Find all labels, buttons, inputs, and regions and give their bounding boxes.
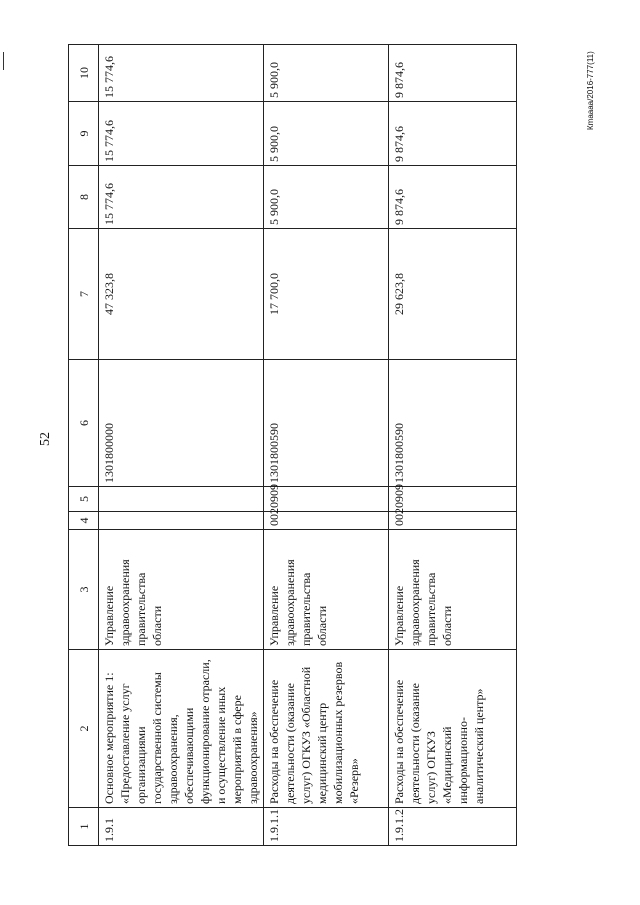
table-row [389, 45, 517, 846]
row-year-1: 9 874,6 [389, 166, 517, 229]
header-cell: 5 [69, 487, 99, 512]
row-rzpr: 0909 [264, 487, 389, 512]
row-year-2: 15 774,6 [99, 102, 264, 166]
row-executor: Управление здравоохранения правительства области [99, 530, 264, 650]
row-grbs [99, 512, 264, 530]
row-id: 1.9.1.2 [389, 808, 517, 846]
header-cell: 1 [69, 808, 99, 846]
row-year-3: 15 774,6 [99, 45, 264, 102]
row-total: 47 323,8 [99, 229, 264, 360]
page-number: 52 [38, 432, 53, 446]
row-rzpr: 0909 [389, 487, 517, 512]
header-cell: 6 [69, 360, 99, 487]
row-name: Основное мероприятие 1: «Предоставление услуг организациями государственной системы здравоохранения, обеспечивающими функционирование отрасли, и осуществление иных мероприятий в сфере здравоохранения» [99, 650, 264, 808]
row-csr: 1301800590 [389, 360, 517, 487]
row-name: Расходы на обеспечение деятельности (оказание услуг) ОГКУЗ «Медицинский информационно-аналитический центр» [389, 650, 517, 808]
budget-table [68, 44, 517, 846]
row-total: 17 700,0 [264, 229, 389, 360]
header-cell: 4 [69, 512, 99, 530]
header-cell: 3 [69, 530, 99, 650]
row-id: 1.9.1.1 [264, 808, 389, 846]
row-csr: 1301800590 [264, 360, 389, 487]
table-container [68, 45, 511, 846]
row-grbs: 002 [264, 512, 389, 530]
row-year-2: 9 874,6 [389, 102, 517, 166]
document-code: Кmaaaa/2016-777(11) [586, 51, 595, 130]
row-executor: Управление здравоохранения правительства области [264, 530, 389, 650]
row-year-3: 9 874,6 [389, 45, 517, 102]
header-cell: 7 [69, 229, 99, 360]
row-name: Расходы на обеспечение деятельности (оказание услуг) ОГКУЗ «Областной медицинский центр мобилизационных резервов «Резерв» [264, 650, 389, 808]
header-cell: 2 [69, 650, 99, 808]
margin-mark [3, 52, 4, 70]
header-row [69, 45, 99, 846]
header-cell: 8 [69, 166, 99, 229]
header-cell: 10 [69, 45, 99, 102]
row-year-2: 5 900,0 [264, 102, 389, 166]
row-rzpr [99, 487, 264, 512]
row-year-1: 5 900,0 [264, 166, 389, 229]
row-grbs: 002 [389, 512, 517, 530]
table-row [264, 45, 389, 846]
row-year-3: 5 900,0 [264, 45, 389, 102]
row-year-1: 15 774,6 [99, 166, 264, 229]
row-total: 29 623,8 [389, 229, 517, 360]
header-cell: 9 [69, 102, 99, 166]
row-id: 1.9.1 [99, 808, 264, 846]
row-executor: Управление здравоохранения правительства области [389, 530, 517, 650]
row-csr: 1301800000 [99, 360, 264, 487]
table-row [99, 45, 264, 846]
